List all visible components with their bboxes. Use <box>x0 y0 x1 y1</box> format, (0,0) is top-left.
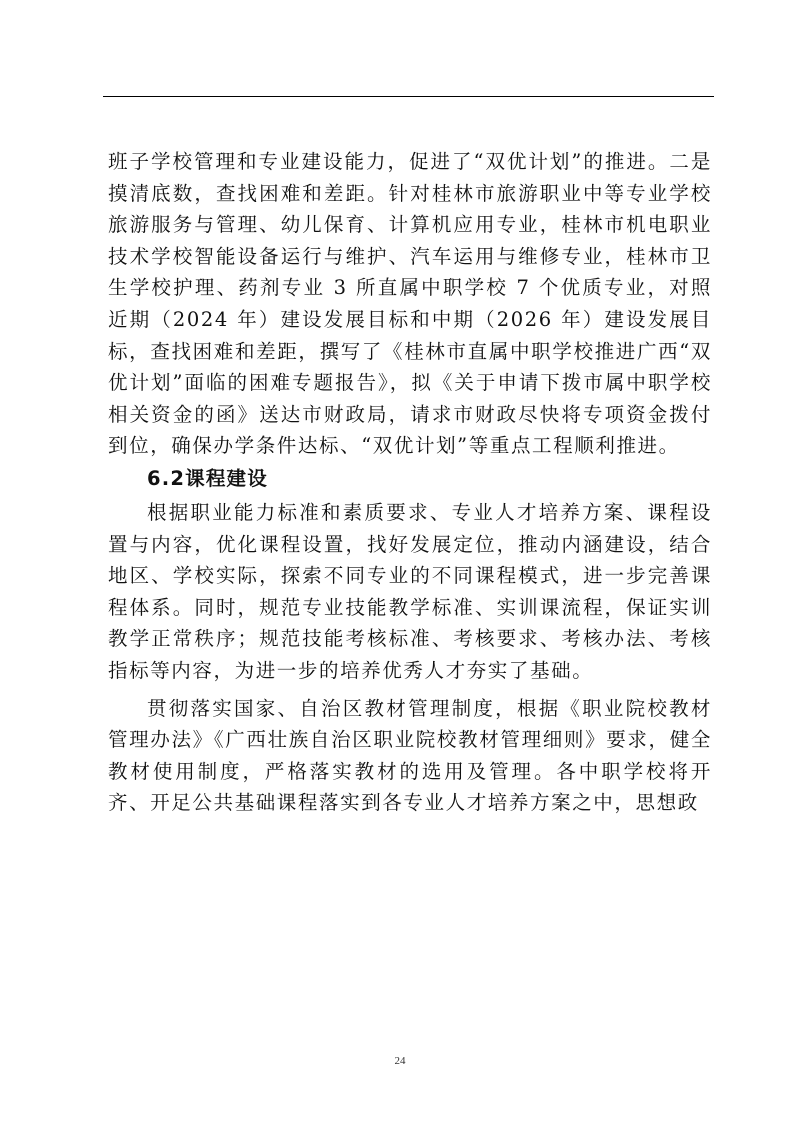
section-heading: 6.2课程建设 <box>147 466 268 490</box>
document-body <box>108 146 712 819</box>
course-paragraph-1: 根据职业能力标准和素质要求、专业人才培养方案、课程设置与内容，优化课程设置，找好发展定位，推动内涵建设，结合地区、学校实际，探索不同专业的不同课程模式，进一步完善课程体系。同时，规范专业技能教学标准、实训课流程，保证实训教学正常秩序；规范技能考核标准、考核要求、考核办法、考核指标等内容，为进一步的培养优秀人才夯实了基础。 <box>108 500 712 682</box>
page-number: 24 <box>394 1055 406 1067</box>
course-paragraph-2: 贯彻落实国家、自治区教材管理制度，根据《职业院校教材管理办法》《广西壮族自治区职业院校教材管理细则》要求，健全教材使用制度，严格落实教材的选用及管理。各中职学校将开齐、开足公共基础课程落实到各专业人才培养方案之中，思想政 <box>108 696 712 815</box>
header-rule <box>103 96 714 97</box>
continued-paragraph: 班子学校管理和专业建设能力，促进了“双优计划”的推进。二是摸清底数，查找困难和差距。针对桂林市旅游职业中等专业学校旅游服务与管理、幼儿保育、计算机应用专业，桂林市机电职业技术学校智能设备运行与维护、汽车运用与维修专业，桂林市卫生学校护理、药剂专业 3 所直属中职学校 7 个优质专业，对照近期（2024 年）建设发展目标和中期（2026 年）建设发展目标，查找困难和差距，撰写了《桂林市直属中职学校推进广西“双优计划”面临的困难专题报告》，拟《关于申请下拨市属中职学校相关资金的函》送达市财政局，请求市财政尽快将专项资金拨付到位，确保办学条件达标、“双优计划”等重点工程顺利推进。 <box>108 150 712 458</box>
